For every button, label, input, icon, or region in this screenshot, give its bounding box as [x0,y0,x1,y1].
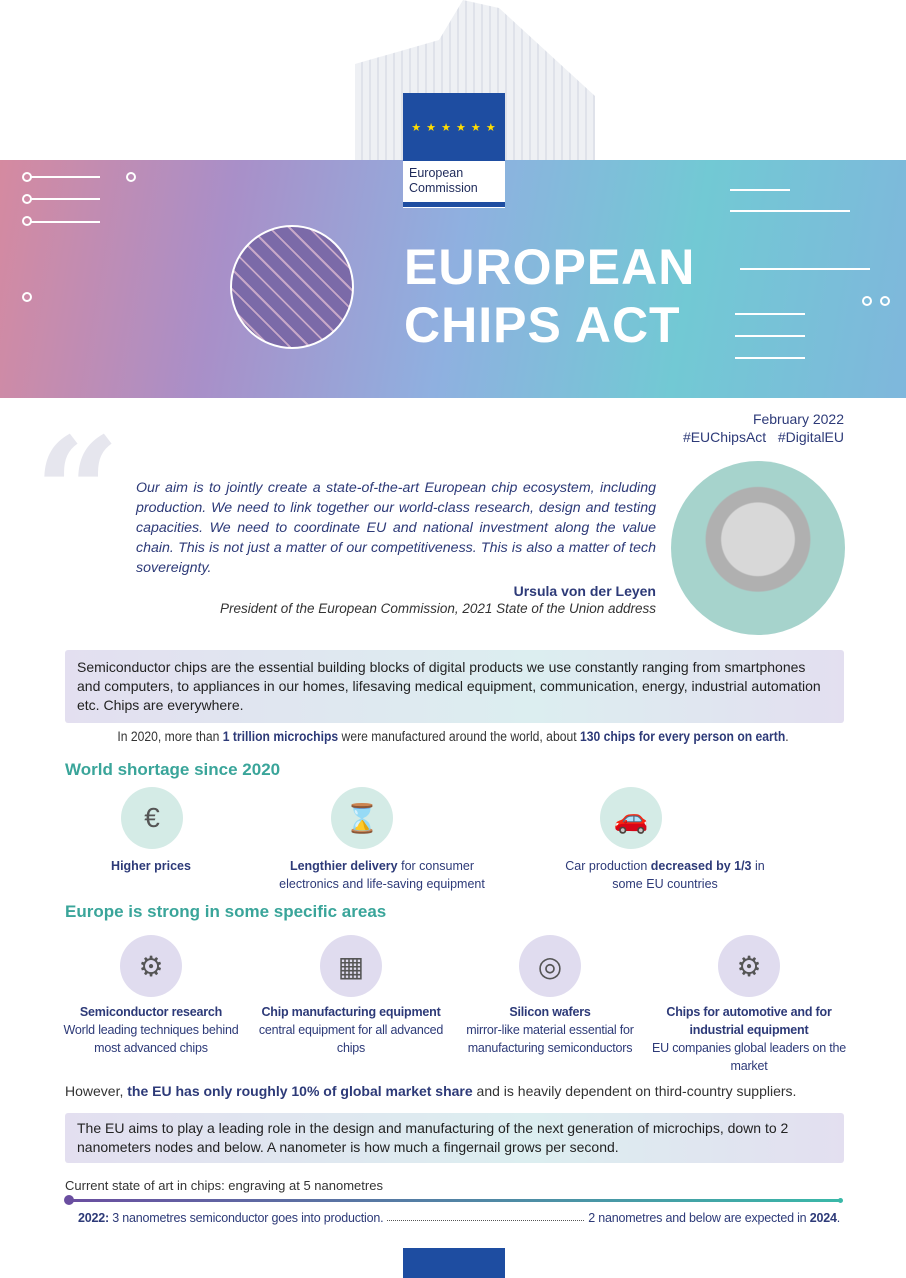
item-rest: for consumer electronics and life-saving equipment [279,859,485,891]
quote-mark-icon: “ [34,405,121,581]
circuit-line [30,221,100,223]
circuit-node-icon [22,172,32,182]
year-2024: 2024 [809,1211,837,1225]
circuit-node-icon [22,194,32,204]
current-state: Current state of art in chips: engraving at 5 nanometres [65,1178,383,1193]
item-title: Silicon wafers [509,1005,591,1019]
logo-line1: European [409,166,464,180]
item-desc: central equipment for all advanced chips [258,1023,444,1055]
wafer-circuit-icon: ◎ [519,935,581,997]
shortage-item [555,857,775,893]
strength-item [52,1003,250,1057]
item-desc: mirror-like material essential for manufacturing semiconductors [466,1023,634,1055]
circuit-node-icon [862,296,872,306]
intro-band: Semiconductor chips are the essential building blocks of digital products we use constantly ranging from smartphones and computers, to appliances in our homes, lifesaving medical equipment, communication, energy, industrial automation etc. Chips are everywhere. [65,650,844,723]
timeline-end-dot [838,1198,843,1203]
hashtags[interactable]: #EUChipsAct #DigitalEU [682,429,844,445]
strength-item [650,1003,848,1075]
circuit-node-icon [22,292,32,302]
item-bold: decreased by 1/3 [650,859,752,873]
timeline-text [78,1211,840,1225]
timeline-bar [68,1199,842,1202]
circuit-line [735,357,805,359]
shortage-item [51,857,251,875]
circuit-line [740,268,870,270]
shortage-heading: World shortage since 2020 [65,760,281,779]
portrait-photo [671,461,845,635]
stat-e: . [785,729,789,744]
stat-line [45,729,860,744]
strength-item [451,1003,649,1057]
car-icon: 🚗 [600,787,662,849]
title-line2: CHIPS ACT [404,297,681,353]
quote-text: Our aim is to jointly create a state-of-the-art European chip ecosystem, including production. We need to link together our world-class research, design and testing capacities. We need to coordinate EU and national investment along the value chain. This is not just a matter of our competitiveness. This is also a matter of tech sovereignty. [136,480,656,576]
strength-item [252,1003,450,1057]
circuit-node-icon [880,296,890,306]
page-title [404,238,695,354]
item-rest: in some EU countries [612,859,765,891]
circuit-line [730,189,790,191]
ec-logo-text [409,166,478,196]
timeline-t1: 3 nanometres semiconductor goes into production. [108,1211,384,1225]
gear-chip-icon: ⚙ [120,935,182,997]
logo-bar [403,202,505,207]
circuit-line [30,176,100,178]
item-title: Semiconductor research [79,1005,223,1019]
manufacturing-machine-icon: ▦ [320,935,382,997]
circuit-line [735,335,805,337]
year-2022: 2022: [78,1211,109,1225]
meta [683,410,844,446]
circuit-line [30,198,100,200]
timeline-start-dot [64,1195,74,1205]
quote-author: Ursula von der Leyen [513,583,656,599]
share-a: However, [65,1083,128,1099]
item-desc: EU companies global leaders on the market [651,1041,847,1073]
stat-a: In 2020, more than [117,729,223,744]
share-b: the EU has only roughly 10% of global market share [127,1083,473,1099]
circuit-node-icon [22,216,32,226]
title-line1: EUROPEAN [404,239,696,295]
circuit-line [730,210,850,212]
shortage-item [262,857,502,893]
stat-b: 1 trillion microchips [222,729,339,744]
logo-line2: Commission [409,181,478,195]
stat-d: 130 chips for every person on earth [579,729,786,744]
item-title: Chip manufacturing equipment [261,1005,441,1019]
footer-flag-block [403,1248,505,1278]
timeline-t2: 2 nanometres and below are expected in [588,1211,810,1225]
strong-heading: Europe is strong in some specific areas [65,902,387,921]
circuit-node-icon [126,172,136,182]
date: February 2022 [752,411,844,427]
wafer-image [230,225,354,349]
circuit-line [735,313,805,315]
share-c: and is heavily dependent on third-country suppliers. [472,1083,797,1099]
hourglass-icon: ⌛ [331,787,393,849]
timeline-end: . [836,1211,840,1225]
item-pre: Car production [565,859,651,873]
dotted-leader [387,1211,584,1221]
market-share-line [65,1083,796,1099]
price-arrow-icon: € [121,787,183,849]
quote-role: President of the European Commission, 2021 State of the Union address [219,601,656,616]
item-title: Chips for automotive and for industrial equipment [666,1005,832,1037]
quote-block [136,478,656,618]
aim-band: The EU aims to play a leading role in the design and manufacturing of the next generation of microchips, down to 2 nanometers nodes and below. A nanometer is how much a fingernail grows per second. [65,1113,844,1163]
item-desc: World leading techniques behind most advanced chips [63,1023,239,1055]
item-bold: Lengthier delivery [289,859,398,873]
stat-c: were manufactured around the world, about [338,729,580,744]
item-bold: Higher prices [111,859,191,873]
eu-flag-icon: ★ ★ ★ ★ ★ ★ [403,93,505,161]
automotive-chip-icon: ⚙ [718,935,780,997]
